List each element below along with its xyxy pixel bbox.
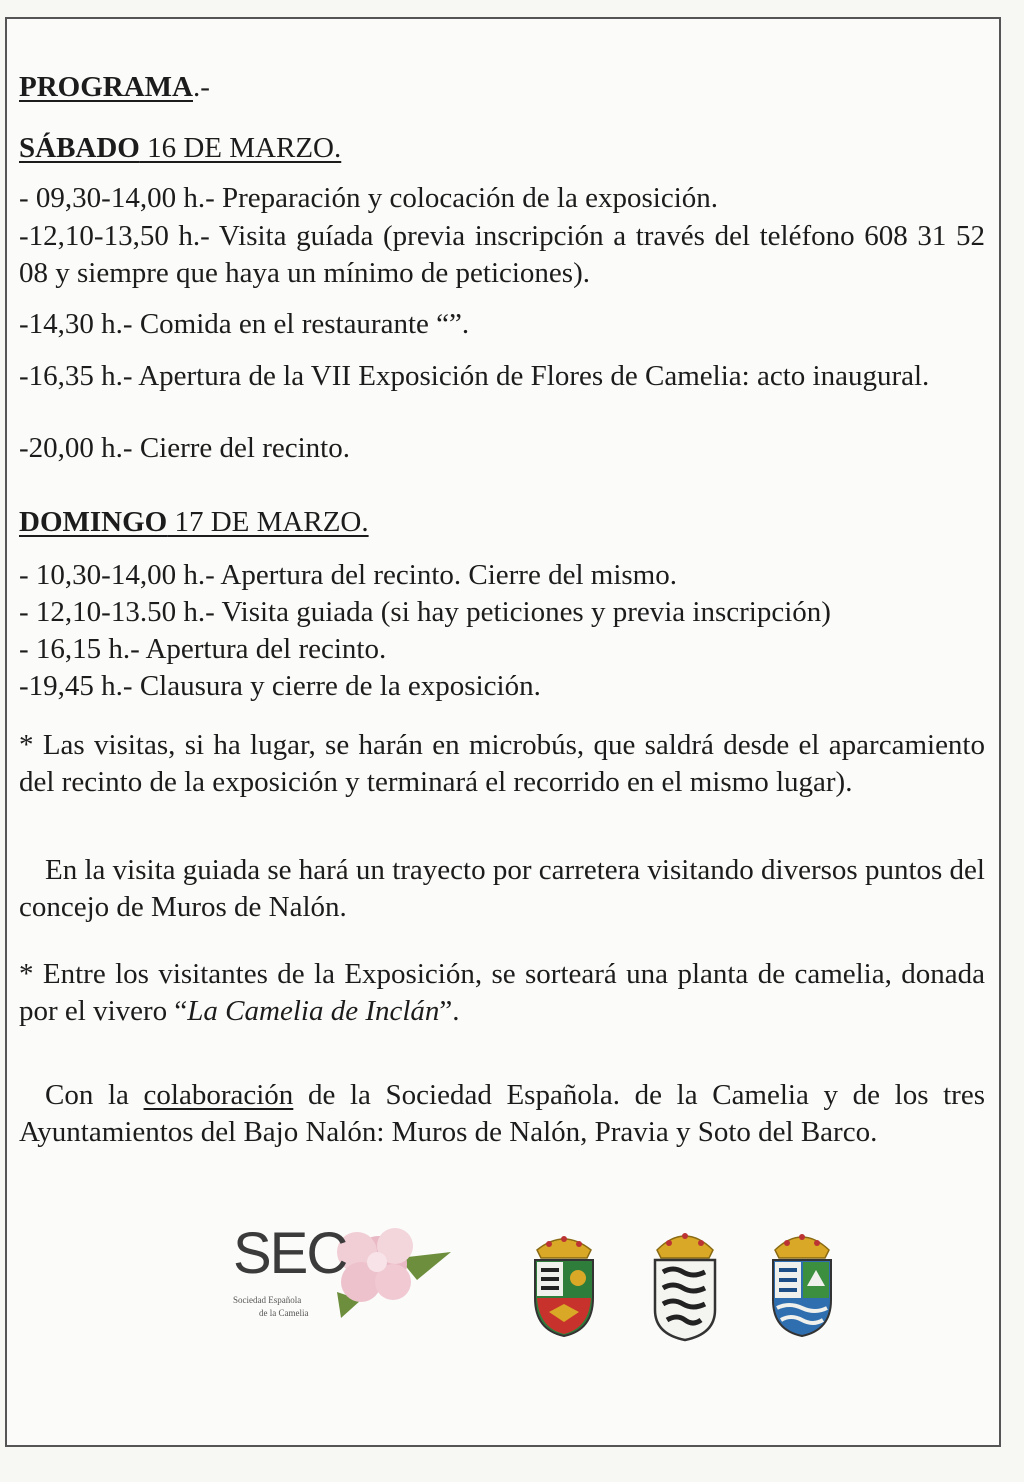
- sunday-heading-day: DOMINGO: [19, 506, 168, 538]
- program-title: [19, 69, 985, 106]
- sec-logo: [229, 1222, 459, 1332]
- saturday-heading-day: SÁBADO: [19, 132, 140, 164]
- coat-of-arms-pravia-icon: [647, 1226, 723, 1344]
- logos-row: [7, 1222, 1003, 1362]
- note-guided: En la visita guiada se hará un trayecto por carretera visitando diversos puntos del concejo de Muros de Nalón.: [19, 854, 985, 923]
- collaboration-text: [19, 1077, 985, 1151]
- program-title-suffix: .-: [192, 71, 210, 103]
- collab-pre: Con la: [45, 1079, 144, 1111]
- saturday-heading-end: .: [334, 132, 342, 164]
- saturday-item: -16,35 h.- Apertura de la VII Exposición de Flores de Camelia: acto inaugural.: [19, 360, 930, 392]
- coat-of-arms-soto-icon: [767, 1228, 837, 1340]
- saturday-item: -20,00 h.- Cierre del recinto.: [19, 432, 350, 464]
- sec-letters: SEC: [233, 1221, 347, 1286]
- saturday-item: -14,30 h.- Comida en el restaurante “”.: [19, 308, 470, 340]
- saturday-item: -12,10-13,50 h.- Visita guíada (previa inscripción a través del teléfono 608 31 52 08 y siempre que haya un mínimo de peticiones).: [19, 220, 985, 289]
- document-frame: [5, 17, 1001, 1447]
- saturday-heading-date: 16 DE MARZO: [139, 132, 334, 164]
- note-visits: * Las visitas, si ha lugar, se harán en microbús, que saldrá desde el aparcamiento del recinto de la exposición y terminará el recorrido en el mismo lugar).: [19, 729, 985, 798]
- sunday-heading-date: 17 DE MARZO.: [167, 506, 369, 538]
- sec-line2: de la Camelia: [259, 1308, 309, 1318]
- collab-word: colaboración: [143, 1079, 294, 1111]
- sunday-item: - 12,10-13.50 h.- Visita guiada (si hay peticiones y previa inscripción): [19, 596, 831, 628]
- coat-of-arms-muros-icon: [529, 1230, 599, 1340]
- program-title-text: PROGRAMA: [19, 71, 193, 103]
- saturday-heading: [19, 130, 985, 167]
- sunday-item: - 16,15 h.- Apertura del recinto.: [19, 633, 387, 665]
- saturday-item: - 09,30-14,00 h.- Preparación y colocación de la exposición.: [19, 182, 719, 214]
- sec-line1: Sociedad Española: [233, 1295, 302, 1305]
- note-raffle-end: ”.: [439, 995, 460, 1027]
- sunday-item: - 10,30-14,00 h.- Apertura del recinto. Cierre del mismo.: [19, 559, 677, 591]
- sunday-item: -19,45 h.- Clausura y cierre de la exposición.: [19, 670, 541, 702]
- note-raffle-text: * Entre los visitantes de la Exposición, se sorteará una planta de camelia, donada por el vivero “: [19, 958, 985, 1027]
- collab-post: de la Sociedad Española. de la Camelia y de los tres Ayuntamientos del Bajo Nalón: Muros de Nalón, Pravia y Soto del Barco.: [19, 1079, 985, 1148]
- sunday-heading: [19, 504, 985, 541]
- nursery-name: La Camelia de Inclán: [187, 995, 440, 1027]
- note-raffle: [19, 956, 985, 1030]
